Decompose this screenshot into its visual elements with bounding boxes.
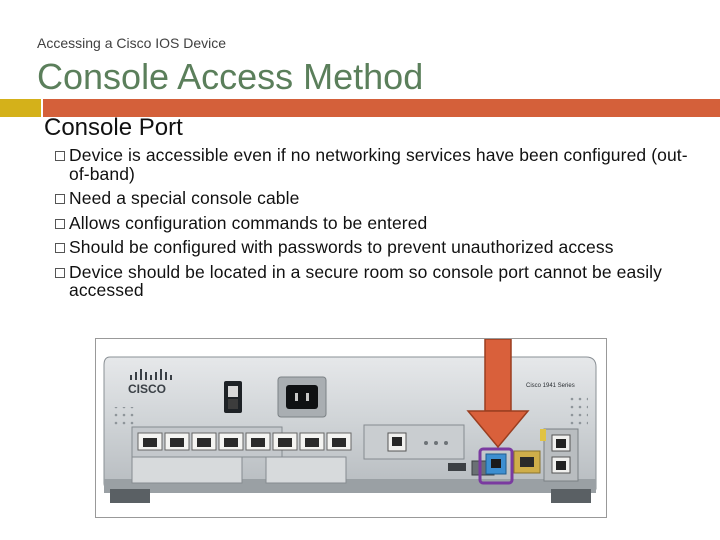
slide-title: Console Access Method: [37, 56, 424, 97]
bullet-item: [48, 189, 708, 208]
bullet-item: [48, 214, 708, 233]
cisco-logo-text: CISCO: [128, 382, 167, 396]
ism-module: [364, 425, 464, 459]
accent-bar-yellow: [0, 99, 41, 117]
section-heading: Console Port: [44, 114, 183, 141]
bullet-item: [48, 146, 708, 183]
bullet-text: Allows configuration commands to be entered: [69, 212, 428, 233]
square-bullet-icon: [55, 219, 65, 229]
ehwic-slot-0: [132, 457, 242, 483]
square-bullet-icon: [55, 243, 65, 253]
usb-port: [448, 463, 466, 471]
bullet-item: [48, 238, 708, 257]
bullet-text: Need a special console cable: [69, 188, 300, 208]
bullet-item: [48, 263, 708, 300]
square-bullet-icon: [55, 194, 65, 204]
bullet-text: Device should be located in a secure room so console port cannot be easily accessed: [69, 261, 663, 300]
router-model-label: Cisco 1941 Series: [526, 383, 575, 389]
bullet-text: Device is accessible even if no networking services have been configured (out-of-band): [69, 145, 688, 184]
compact-flash-slot: [266, 457, 346, 483]
bullet-list: [48, 146, 708, 306]
square-bullet-icon: [55, 268, 65, 278]
router-illustration: [96, 339, 606, 517]
bullet-text: Should be configured with passwords to prevent unauthorized access: [69, 237, 614, 257]
square-bullet-icon: [55, 151, 65, 161]
slide-subtitle: Accessing a Cisco IOS Device: [37, 35, 227, 51]
router-photo: [95, 338, 607, 518]
